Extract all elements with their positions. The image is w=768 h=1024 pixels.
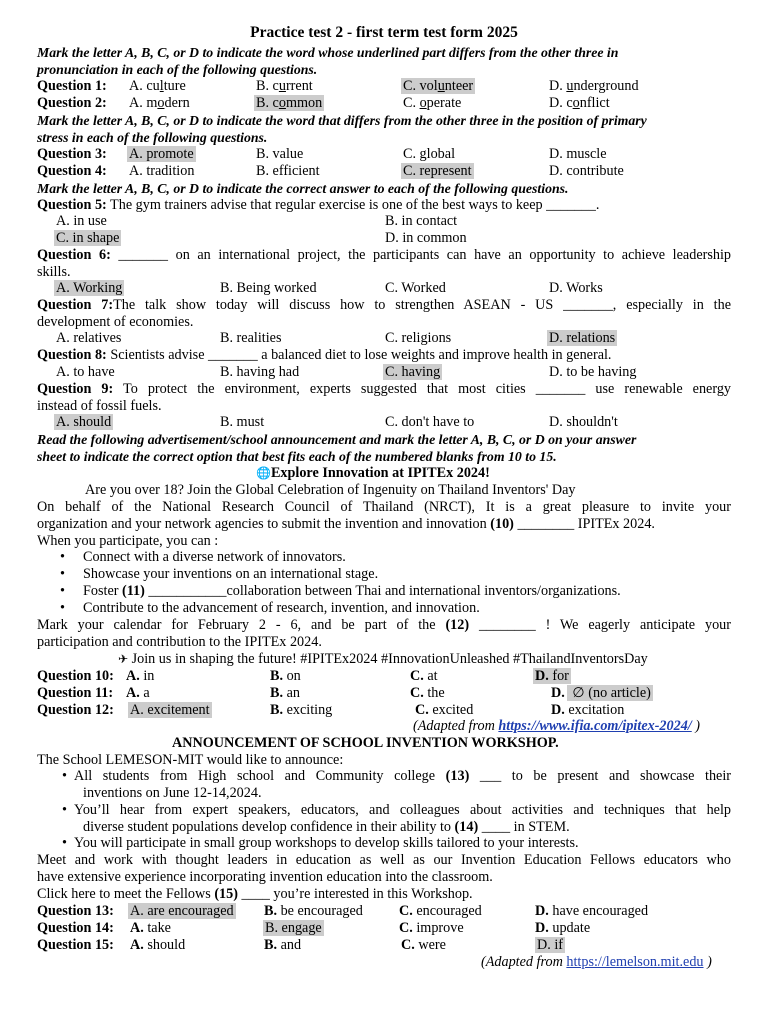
q9-option-c[interactable]: C. don't have to bbox=[385, 414, 475, 430]
ad-heading: 🌐Explore Innovation at IPITEx 2024! bbox=[256, 465, 490, 481]
q3-option-d[interactable]: D. muscle bbox=[549, 146, 607, 162]
ad-paragraph1-line2: organization and your network agencies to submit the invention and innovation (10) ________ IPITEx 2024. bbox=[37, 516, 655, 532]
announcement-paragraph-line2: have extensive experience incorporating invention education into the classroom. bbox=[37, 869, 493, 885]
question-7-line1: Question 7:The talk show today will discuss how to strengthen ASEAN - US _______, especially in the bbox=[37, 297, 731, 313]
ad-paragraph1-line1: On behalf of the National Research Council of Thailand (NRCT), It is a great pleasure to invite your bbox=[37, 499, 731, 515]
q4-option-a[interactable]: A. tradition bbox=[129, 163, 195, 179]
q11-option-d[interactable]: D. ∅ (no article) bbox=[551, 685, 651, 701]
announcement-bullet-1-line1: All students from High school and Community college (13) ___ to be present and showcase their bbox=[74, 768, 732, 784]
instruction-pronunciation-line2: pronunciation in each of the following questions. bbox=[37, 62, 318, 77]
q14-option-b[interactable]: B. engage bbox=[265, 920, 322, 936]
q10-option-c[interactable]: C. at bbox=[410, 668, 438, 684]
q9-option-b[interactable]: B. must bbox=[220, 414, 265, 430]
bullet-dot: • bbox=[62, 802, 67, 818]
source-lemelson-link[interactable]: https://lemelson.mit.edu bbox=[566, 954, 704, 970]
source-lemelson: (Adapted from https://lemelson.mit.edu ) bbox=[481, 954, 712, 970]
q1-option-b[interactable]: B. current bbox=[256, 78, 313, 94]
q7-option-a[interactable]: A. relatives bbox=[56, 330, 122, 346]
question-2-label: Question 2: bbox=[37, 95, 107, 111]
q9-option-d[interactable]: D. shouldn't bbox=[549, 414, 618, 430]
q5-option-b[interactable]: B. in contact bbox=[385, 213, 458, 229]
instruction-reading-line1: Read the following advertisement/school announcement and mark the letter A, B, C, or D on your answer bbox=[37, 432, 637, 447]
question-5: Question 5: The gym trainers advise that regular exercise is one of the best ways to keep _______. bbox=[37, 197, 600, 213]
bullet-dot: • bbox=[62, 835, 67, 851]
question-1-label: Question 1: bbox=[37, 78, 107, 94]
q2-option-a[interactable]: A. modern bbox=[129, 95, 190, 111]
q10-option-b[interactable]: B. on bbox=[270, 668, 301, 684]
question-15-label: Question 15: bbox=[37, 937, 114, 953]
q10-option-d[interactable]: D. for bbox=[535, 668, 569, 684]
q3-option-c[interactable]: C. global bbox=[403, 146, 456, 162]
ad-bullet-2: Showcase your inventions on an international stage. bbox=[83, 566, 379, 582]
q4-option-d[interactable]: D. contribute bbox=[549, 163, 624, 179]
q12-option-d[interactable]: D. excitation bbox=[551, 702, 625, 718]
bullet-dot: • bbox=[60, 566, 65, 582]
globe-icon: 🌐 bbox=[256, 466, 271, 480]
instruction-reading-line2: sheet to indicate the correct option that best fits each of the numbered blanks from 10 to 15. bbox=[37, 449, 557, 464]
q5-option-a[interactable]: A. in use bbox=[56, 213, 107, 229]
q2-option-c[interactable]: C. operate bbox=[403, 95, 462, 111]
question-14-label: Question 14: bbox=[37, 920, 114, 936]
page-title: Practice test 2 - first term test form 2025 bbox=[250, 24, 518, 41]
ad-tagline: ✈ Join us in shaping the future! #IPITEx2024 #InnovationUnleashed #ThailandInventorsDay bbox=[118, 651, 648, 667]
ad-paragraph2-line2: participation and contribution to the IPITEx 2024. bbox=[37, 634, 322, 650]
instruction-stress-line1: Mark the letter A, B, C, or D to indicate the word that differs from the other three in the position of primary bbox=[37, 113, 647, 128]
q7-option-b[interactable]: B. realities bbox=[220, 330, 282, 346]
question-13-label: Question 13: bbox=[37, 903, 114, 919]
q10-option-a[interactable]: A. in bbox=[126, 668, 155, 684]
q15-option-c[interactable]: C. were bbox=[401, 937, 446, 953]
ad-bullet-4: Contribute to the advancement of research, invention, and innovation. bbox=[83, 600, 480, 616]
announcement-bullet-1-line2: inventions on June 12-14,2024. bbox=[83, 785, 262, 801]
instruction-correct-answer: Mark the letter A, B, C, or D to indicate the correct answer to each of the following questions. bbox=[37, 181, 569, 196]
question-11-label: Question 11: bbox=[37, 685, 114, 701]
question-6-line2: skills. bbox=[37, 264, 71, 280]
announcement-click-line: Click here to meet the Fellows (15) ____ you’re interested in this Workshop. bbox=[37, 886, 473, 902]
q6-option-a[interactable]: A. Working bbox=[56, 280, 123, 296]
bullet-dot: • bbox=[60, 583, 65, 599]
q1-option-d[interactable]: D. underground bbox=[549, 78, 639, 94]
q7-option-c[interactable]: C. religions bbox=[385, 330, 452, 346]
q11-option-a[interactable]: A. a bbox=[126, 685, 150, 701]
q12-option-a[interactable]: A. excitement bbox=[130, 702, 210, 718]
q13-option-b[interactable]: B. be encouraged bbox=[264, 903, 363, 919]
question-7-line2: development of economies. bbox=[37, 314, 194, 330]
q5-option-d[interactable]: D. in common bbox=[385, 230, 467, 246]
ad-bullet-1: Connect with a diverse network of innovators. bbox=[83, 549, 346, 565]
q2-option-d[interactable]: D. conflict bbox=[549, 95, 610, 111]
question-6-line1: Question 6: _______ on an international project, the participants can have an opportunity to achieve leadership bbox=[37, 247, 731, 263]
q14-option-a[interactable]: A. take bbox=[130, 920, 171, 936]
ad-intro-line: Are you over 18? Join the Global Celebration of Ingenuity on Thailand Inventors' Day bbox=[85, 482, 576, 498]
q3-option-a[interactable]: A. promote bbox=[129, 146, 194, 162]
airplane-icon: ✈ bbox=[118, 652, 129, 666]
question-8: Question 8: Scientists advise _______ a balanced diet to lose weights and improve health in general. bbox=[37, 347, 612, 363]
q13-option-a[interactable]: A. are encouraged bbox=[130, 903, 234, 919]
q5-option-c[interactable]: C. in shape bbox=[56, 230, 120, 246]
q2-option-b[interactable]: B. common bbox=[256, 95, 323, 111]
announcement-bullet-3: You will participate in small group workshops to develop skills tailored to your interests. bbox=[74, 835, 579, 851]
q8-option-a[interactable]: A. to have bbox=[56, 364, 115, 380]
q15-option-a[interactable]: A. should bbox=[130, 937, 186, 953]
q11-option-c[interactable]: C. the bbox=[410, 685, 445, 701]
announcement-intro: The School LEMESON-MIT would like to announce: bbox=[37, 752, 344, 768]
q6-option-b[interactable]: B. Being worked bbox=[220, 280, 317, 296]
bullet-dot: • bbox=[62, 768, 67, 784]
q15-option-d[interactable]: D. if bbox=[537, 937, 564, 953]
q9-option-a[interactable]: A. should bbox=[56, 414, 112, 430]
announcement-bullet-2-line2: diverse student populations develop confidence in their ability to (14) ____ in STEM. bbox=[83, 819, 570, 835]
q7-option-d[interactable]: D. relations bbox=[549, 330, 616, 346]
q8-option-b[interactable]: B. having had bbox=[220, 364, 300, 380]
question-12-label: Question 12: bbox=[37, 702, 114, 718]
q8-option-c[interactable]: C. having bbox=[385, 364, 441, 380]
question-9-line2: instead of fossil fuels. bbox=[37, 398, 162, 414]
question-3-label: Question 3: bbox=[37, 146, 107, 162]
instruction-stress-line2: stress in each of the following questions. bbox=[37, 130, 268, 145]
ad-paragraph1-line3: When you participate, you can : bbox=[37, 533, 219, 549]
question-4-label: Question 4: bbox=[37, 163, 107, 179]
question-10-label: Question 10: bbox=[37, 668, 114, 684]
instruction-pronunciation-line1: Mark the letter A, B, C, or D to indicate the word whose underlined part differs from the other three in bbox=[37, 45, 619, 60]
q4-option-c[interactable]: C. represent bbox=[403, 163, 472, 179]
question-9-line1: Question 9: To protect the environment, experts suggested that most cities _______ use renewable energy bbox=[37, 381, 732, 397]
q4-option-b[interactable]: B. efficient bbox=[256, 163, 320, 179]
announcement-bullet-2-line1: You’ll hear from expert speakers, educators, and colleagues about activities and techniques that help bbox=[74, 802, 731, 818]
q13-option-c[interactable]: C. encouraged bbox=[399, 903, 482, 919]
announcement-paragraph-line1: Meet and work with thought leaders in education as well as our Invention Education Fellows educators who bbox=[37, 852, 731, 868]
q13-option-d[interactable]: D. have encouraged bbox=[535, 903, 649, 919]
q1-option-a[interactable]: A. culture bbox=[129, 78, 186, 94]
q14-option-d[interactable]: D. update bbox=[535, 920, 591, 936]
q6-option-c[interactable]: C. Worked bbox=[385, 280, 446, 296]
q8-option-d[interactable]: D. to be having bbox=[549, 364, 637, 380]
q1-option-c[interactable]: C. volunteer bbox=[403, 78, 474, 94]
ad-paragraph2-line1: Mark your calendar for February 2 - 6, and be part of the (12) ________ ! We eagerly anticipate your bbox=[37, 617, 731, 633]
bullet-dot: • bbox=[60, 549, 65, 565]
q12-option-b[interactable]: B. exciting bbox=[270, 702, 333, 718]
q15-option-b[interactable]: B. and bbox=[264, 937, 302, 953]
q14-option-c[interactable]: C. improve bbox=[399, 920, 464, 936]
bullet-dot: • bbox=[60, 600, 65, 616]
source-ipitex-link[interactable]: https://www.ifia.com/ipitex-2024/ bbox=[498, 718, 692, 734]
q12-option-c[interactable]: C. excited bbox=[415, 702, 474, 718]
q3-option-b[interactable]: B. value bbox=[256, 146, 304, 162]
announcement-heading: ANNOUNCEMENT OF SCHOOL INVENTION WORKSHOP. bbox=[172, 735, 559, 751]
q11-option-b[interactable]: B. an bbox=[270, 685, 300, 701]
source-ipitex: (Adapted from https://www.ifia.com/ipitex-2024/ ) bbox=[413, 718, 701, 734]
ad-bullet-3: Foster (11) ___________collaboration between Thai and international inventors/organizations. bbox=[83, 583, 621, 599]
q6-option-d[interactable]: D. Works bbox=[549, 280, 603, 296]
